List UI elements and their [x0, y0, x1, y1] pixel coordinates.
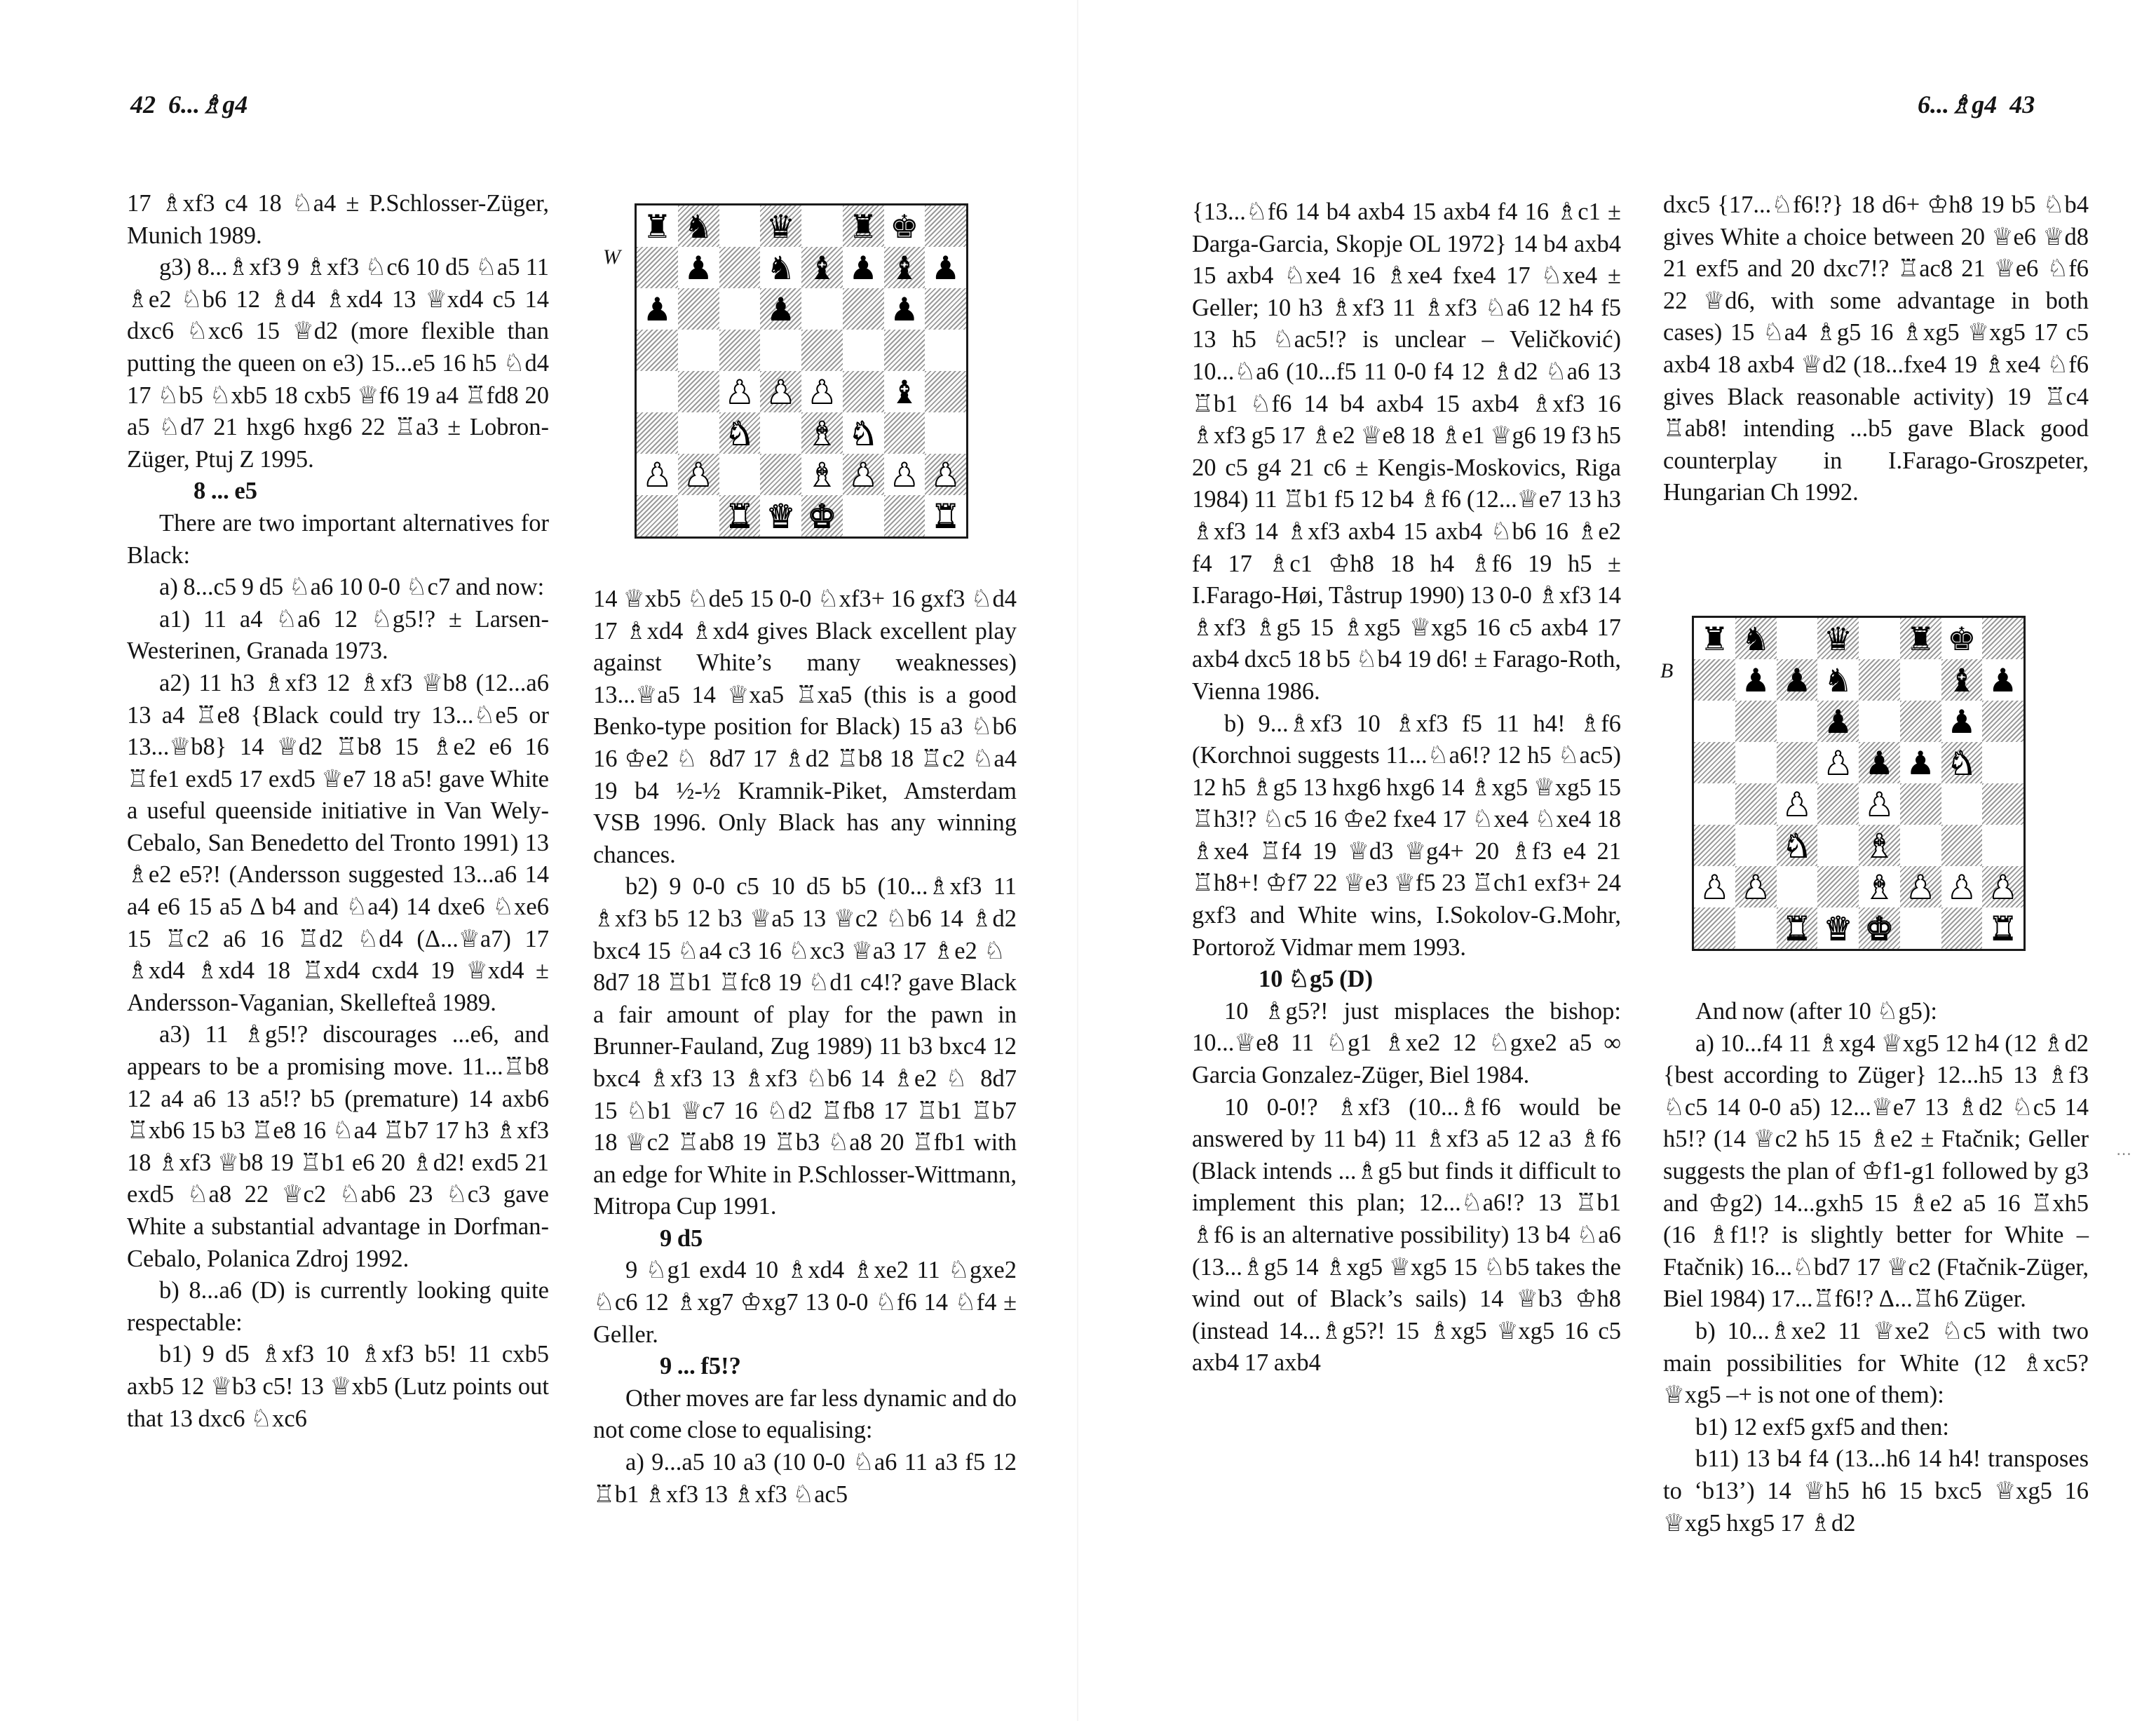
board-square: [637, 495, 678, 536]
board-square: [884, 247, 926, 288]
board-square: [678, 454, 719, 495]
white-pawn-icon: ♟: [1700, 868, 1729, 906]
paragraph: a1) 11 a4 ♘a6 12 ♘g5!? ± Larsen-Westerinen, Granada 1973.: [127, 605, 549, 665]
black-bishop-icon: ♝: [890, 248, 919, 287]
white-rook-icon: ♜: [1782, 909, 1812, 947]
board-square: [843, 205, 884, 247]
board-square: [925, 288, 966, 330]
board-square: [1982, 701, 2023, 742]
black-knight-icon: ♞: [684, 207, 713, 245]
board-square: [843, 495, 884, 536]
board-square: [719, 330, 761, 371]
board-square: [1859, 659, 1900, 701]
board-square: [1694, 825, 1735, 866]
white-pawn-icon: ♟: [807, 372, 836, 411]
board-square: [678, 412, 719, 454]
board-square: [884, 371, 926, 412]
board-square: [925, 247, 966, 288]
black-pawn-icon: ♟: [766, 290, 796, 328]
board-square: [884, 205, 926, 247]
board-square: [801, 247, 843, 288]
board-square: [1859, 866, 1900, 907]
text-column-4-top: [1663, 189, 2089, 509]
board-square: [1694, 783, 1735, 825]
white-pawn-icon: ♟: [1906, 868, 1935, 906]
board-square: [678, 205, 719, 247]
white-bishop-icon: ♝: [807, 455, 836, 494]
board-square: [1777, 783, 1818, 825]
board-square: [1900, 742, 1941, 783]
paragraph: There are two important alternatives for Black:: [127, 509, 549, 569]
board-square: [884, 495, 926, 536]
board-square: [719, 495, 761, 536]
board-square: [719, 412, 761, 454]
paragraph: 10 0-0!? ♗xf3 (10...♗f6 would be answered by 11 b4) 11 ♗xf3 a5 12 a3 ♗f6 (Black intends ...♗g5 but finds it difficult to implement this plan; 12...♘a6!? 13 ♖b1 ♗f6 is an alternative possibility) 13 b4 ♘a6 (13...♗g5 14 ♗xg5 ♕xg5 15 ♘b5 takes the wind out of Black’s sails) 14 ♕b3 ♔h8 (instead 14...♗g5?! 15 ♗xg5 ♕xg5 16 c5 axb4 17 axb4: [1192, 1093, 1621, 1377]
board-square: [1817, 742, 1859, 783]
board-square: [1941, 866, 1983, 907]
board-square: [719, 288, 761, 330]
white-queen-icon: ♛: [1824, 909, 1853, 947]
board-square: [637, 247, 678, 288]
white-king-icon: ♚: [1864, 909, 1894, 947]
side-to-move: B: [1660, 659, 1674, 682]
board-square: [801, 454, 843, 495]
black-bishop-icon: ♝: [890, 372, 919, 411]
board-square: [925, 371, 966, 412]
black-pawn-icon: ♟: [931, 248, 961, 287]
board-square: [1859, 907, 1900, 949]
white-king-icon: ♚: [807, 497, 836, 535]
paragraph: 9 ♘g1 exd4 10 ♗xd4 ♗xe2 11 ♘gxe2 ♘c6 12 ♗xg7 ♔xg7 13 0-0 ♘f6 14 ♘f4 ± Geller.: [593, 1257, 1017, 1348]
board-square: [1982, 618, 2023, 659]
board-square: [760, 371, 801, 412]
board-square: [1777, 618, 1818, 659]
white-pawn-icon: ♟: [1741, 868, 1770, 906]
board-square: [1777, 907, 1818, 949]
board-square: [1982, 659, 2023, 701]
black-rook-icon: ♜: [642, 207, 672, 245]
board-square: [801, 412, 843, 454]
chess-diagram-1: [635, 203, 968, 539]
paragraph: b2) 9 0-0 c5 10 d5 b5 (10...♗xf3 11 ♗xf3 b5 12 b3 ♕a5 13 ♕c2 ♘b6 14 ♗d2 bxc4 15 ♘a4 c3 16 ♘xc3 ♕a3 17 ♗e2 ♘ 8d7 18 ♖b1 ♖fc8 19 ♘d1 c4!? gave Black a fair amount of play for the pawn in Brunner-Fauland, Zug 1989) 11 b3 bxc4 12 bxc4 ♗xf3 13 ♗xf3 ♘b6 14 ♗e2 ♘ 8d7 15 ♘b1 ♕c7 16 ♘d2 ♖fb8 17 ♖b1 ♖b7 18 ♕c2 ♖ab8 19 ♖b3 ♘a8 20 ♖fb1 with an edge for White in P.Schlosser-Wittmann, Mitropa Cup 1991.: [593, 873, 1017, 1220]
board-square: [843, 247, 884, 288]
board-square: [637, 412, 678, 454]
board-square: [760, 454, 801, 495]
paragraph: g3) 8...♗xf3 9 ♗xf3 ♘c6 10 d5 ♘a5 11 ♗e2 ♘b6 12 ♗d4 ♗xd4 13 ♕xd4 c5 14 dxc6 ♘xc6 15 ♕d2 (more flexible than putting the queen on e3) 15...e5 16 h5 ♘d4 17 ♘b5 ♘xb5 18 cxb5 ♕f6 19 a4 ♖fd8 20 a5 ♘d7 21 hxg6 hxg6 22 ♖a3 ± Lobron-Züger, Ptuj Z 1995.: [127, 254, 549, 473]
paragraph: Other moves are far less dynamic and do not come close to equalising:: [593, 1384, 1017, 1444]
board-square: [1694, 742, 1735, 783]
paragraph: a2) 11 h3 ♗xf3 12 ♗xf3 ♕b8 (12...a6 13 a4 ♖e8 {Black could try 13...♘e5 or 13...♕b8} 14 ♕d2 ♖b8 15 ♗e2 e6 16 ♖fe1 exd5 17 exd5 ♕e7 18 a5! gave White a useful queenside initiative in Van Wely-Cebalo, San Benedetto del Tronto 1991) 13 ♗e2 e5?! (Andersson suggested 13...a6 14 a4 e6 15 a5 Δ b4 and ♘a4) 14 dxe6 ♘xe6 15 ♖c2 a6 16 ♖d2 ♘d4 (Δ...♕a7) 17 ♗xd4 ♗xd4 18 ♖xd4 cxd4 19 ♕xd4 ± Andersson-Vaganian, Skellefteå 1989.: [127, 669, 549, 1016]
text-column-4-bottom: [1663, 996, 2089, 1539]
white-bishop-icon: ♝: [1864, 826, 1894, 865]
paragraph: 17 ♗xf3 c4 18 ♘a4 ± P.Schlosser-Züger, Munich 1989.: [127, 190, 549, 249]
board-square: [1900, 866, 1941, 907]
board-square: [1859, 825, 1900, 866]
black-queen-icon: ♛: [766, 207, 796, 245]
white-pawn-icon: ♟: [684, 455, 713, 494]
board-square: [1817, 866, 1859, 907]
white-pawn-icon: ♟: [1824, 743, 1853, 782]
right-running-header: [1918, 90, 2035, 119]
paragraph: 14 ♕xb5 ♘de5 15 0-0 ♘xf3+ 16 gxf3 ♘d4 17 ♗xd4 ♗xd4 gives Black excellent play against White’s many weaknesses) 13...♕a5 14 ♕xa5 ♖xa5 (this is a good Benko-type position for Black) 15 a3 ♘b6 16 ♔e2 ♘ 8d7 17 ♗d2 ♖b8 18 ♖c2 ♘a4 19 b4 ½-½ Kramnik-Piket, Amsterdam VSB 1996. Only Black has any winning chances.: [593, 586, 1017, 868]
white-pawn-icon: ♟: [1782, 785, 1812, 823]
black-pawn-icon: ♟: [1824, 702, 1853, 741]
white-knight-icon: ♞: [725, 414, 754, 452]
board-square: [925, 330, 966, 371]
white-knight-icon: ♞: [1782, 826, 1812, 865]
black-pawn-icon: ♟: [684, 248, 713, 287]
white-pawn-icon: ♟: [931, 455, 961, 494]
white-pawn-icon: ♟: [848, 455, 878, 494]
running-title: 6...♗g4: [168, 90, 248, 119]
paragraph: b) 10...♗xe2 11 ♕xe2 ♘c5 with two main possibilities for White (12 ♗xc5? ♕xg5 –+ is not one of them):: [1663, 1317, 2089, 1409]
paragraph: b11) 13 b4 f4 (13...h6 14 h4! transposes to ‘b13’) 14 ♕h5 h6 15 bxc5 ♕xg5 16 ♕xg5 hxg5 17 ♗d2: [1663, 1445, 2089, 1537]
board-square: [719, 205, 761, 247]
board-square: [1735, 701, 1777, 742]
paragraph: 10 ♗g5?! just misplaces the bishop: 10...♕e8 11 ♘g1 ♗xe2 12 ♘gxe2 a5 ∞ Garcia Gonzalez-Züger, Biel 1984.: [1192, 997, 1621, 1089]
board-square: [1817, 783, 1859, 825]
black-rook-icon: ♜: [848, 207, 878, 245]
board-square: [843, 330, 884, 371]
board-square: [1900, 825, 1941, 866]
board-square: [1777, 701, 1818, 742]
board-square: [801, 205, 843, 247]
white-knight-icon: ♞: [1947, 743, 1977, 782]
board-square: [637, 454, 678, 495]
paragraph: a) 10...f4 11 ♗xg4 ♕xg5 12 h4 (12 ♗d2 {best according to Züger} 12...h5 13 ♗f3 ♘c5 14 0-0 a5) 12...♕e7 13 ♗d2 ♘c5 14 h5!? (14 ♕c2 h5 15 ♗e2 ± Ftačnik; Geller suggests the plan of ♔f1-g1 followed by g3 and ♔g2) 14...gxh5 15 ♗e2 a5 16 ♖xh5 (16 ♗f1!? is slightly better for White – Ftačnik) 16...♘bd7 17 ♕c2 (Ftačnik-Züger, Biel 1984) 17...♖f6!? Δ...♖h6 Züger.: [1663, 1030, 2089, 1313]
board-square: [884, 330, 926, 371]
board-square: [760, 205, 801, 247]
white-rook-icon: ♜: [931, 497, 961, 535]
white-queen-icon: ♛: [766, 497, 796, 535]
board-square: [760, 412, 801, 454]
board-square: [760, 495, 801, 536]
left-running-header: [130, 90, 248, 119]
black-knight-icon: ♞: [766, 248, 796, 287]
white-pawn-icon: ♟: [725, 372, 754, 411]
board-square: [1982, 783, 2023, 825]
board-square: [1941, 659, 1983, 701]
paragraph: a) 9...a5 10 a3 (10 0-0 ♘a6 11 a3 f5 12 ♖b1 ♗xf3 13 ♗xf3 ♘ac5: [593, 1449, 1017, 1508]
main-move: 8 ... e5: [194, 478, 257, 505]
black-king-icon: ♚: [1947, 619, 1977, 658]
board-square: [1735, 618, 1777, 659]
board-square: [1982, 742, 2023, 783]
board-square: [637, 371, 678, 412]
main-move: 9 ... f5!?: [660, 1353, 741, 1380]
board-square: [1982, 907, 2023, 949]
paragraph: And now (after 10 ♘g5):: [1695, 998, 1938, 1025]
black-pawn-icon: ♟: [1864, 743, 1894, 782]
page-number: 43: [2009, 90, 2035, 119]
board-square: [1900, 618, 1941, 659]
board-square: [637, 330, 678, 371]
board-square: [843, 288, 884, 330]
board-square: [1817, 659, 1859, 701]
black-pawn-icon: ♟: [848, 248, 878, 287]
white-pawn-icon: ♟: [1988, 868, 2018, 906]
black-queen-icon: ♛: [1824, 619, 1853, 658]
board-square: [884, 288, 926, 330]
board-square: [1694, 907, 1735, 949]
board-square: [1694, 701, 1735, 742]
right-page: [1078, 0, 2156, 1721]
text-column-2: [593, 583, 1017, 1511]
board-square: [1777, 825, 1818, 866]
white-knight-icon: ♞: [848, 414, 878, 452]
page-number: 42: [130, 90, 156, 119]
paragraph: b1) 12 exf5 gxf5 and then:: [1695, 1413, 1949, 1440]
paragraph: {13...♘f6 14 b4 axb4 15 axb4 f4 16 ♗c1 ± Darga-Garcia, Skopje OL 1972} 14 b4 axb4 15 axb4 ♘xe4 16 ♗xe4 fxe4 17 ♘xe4 ± Geller; 10 h3 ♗xf3 11 ♗xf3 ♘a6 12 h4 f5 13 h5 ♘ac5!? is unclear – Veličković) 10...♘a6 (10...f5 11 0-0 f4 12 ♗d2 ♘a6 13 ♖b1 ♘f6 14 b4 axb4 15 axb4 ♗xf3 16 ♗xf3 g5 17 ♗e2 ♕e8 18 ♗e1 ♕g6 19 f3 h5 20 c5 g4 21 c6 ± Kengis-Moskovics, Riga 1984) 11 ♖b1 f5 12 b4 ♗f6 (12...♕e7 13 h3 ♗xf3 14 ♗xf3 axb4 15 axb4 ♘b6 16 ♗e2 f4 17 ♗c1 ♔h8 18 h4 ♗f6 19 h5 ± I.Farago-Høi, Tåstrup 1990) 13 0-0 ♗xf3 14 ♗xf3 ♗g5 15 ♗xg5 ♕xg5 16 c5 axb4 17 axb4 dxc5 18 b5 ♘b4 19 d6! ± Farago-Roth, Vienna 1986.: [1192, 198, 1621, 705]
black-rook-icon: ♜: [1906, 619, 1935, 658]
board-square: [1859, 618, 1900, 659]
board-square: [1941, 742, 1983, 783]
white-bishop-icon: ♝: [807, 414, 836, 452]
board-square: [719, 371, 761, 412]
board-square: [1941, 783, 1983, 825]
board-square: [1735, 907, 1777, 949]
stray-margin-mark: ․․․: [2116, 1142, 2132, 1159]
black-pawn-icon: ♟: [1988, 661, 2018, 699]
board-square: [1694, 866, 1735, 907]
white-bishop-icon: ♝: [1864, 868, 1894, 906]
board-square: [1859, 742, 1900, 783]
board-square: [1777, 742, 1818, 783]
board-square: [1900, 659, 1941, 701]
board-square: [637, 205, 678, 247]
board-square: [801, 495, 843, 536]
board-square: [1859, 701, 1900, 742]
board-square: [1735, 825, 1777, 866]
board-square: [1941, 618, 1983, 659]
board-square: [1777, 659, 1818, 701]
board-square: [925, 454, 966, 495]
board-square: [760, 247, 801, 288]
board-square: [1817, 825, 1859, 866]
black-knight-icon: ♞: [1741, 619, 1770, 658]
board-square: [801, 371, 843, 412]
board-square: [843, 371, 884, 412]
board-square: [760, 330, 801, 371]
black-pawn-icon: ♟: [1947, 702, 1977, 741]
paragraph: b) 8...a6 (D) is currently looking quite respectable:: [127, 1277, 549, 1336]
board-square: [1735, 866, 1777, 907]
board-square: [1817, 907, 1859, 949]
board-square: [925, 495, 966, 536]
board-square: [678, 495, 719, 536]
white-rook-icon: ♜: [725, 497, 754, 535]
black-pawn-icon: ♟: [1906, 743, 1935, 782]
black-knight-icon: ♞: [1824, 661, 1853, 699]
black-rook-icon: ♜: [1700, 619, 1729, 658]
main-move: 10 ♘g5 (D): [1259, 966, 1374, 993]
board-square: [1735, 783, 1777, 825]
board-square: [1941, 825, 1983, 866]
board-square: [1735, 742, 1777, 783]
board-square: [884, 454, 926, 495]
black-pawn-icon: ♟: [642, 290, 672, 328]
black-bishop-icon: ♝: [1947, 661, 1977, 699]
board-square: [1817, 618, 1859, 659]
paragraph: b) 9...♗xf3 10 ♗xf3 f5 11 h4! ♗f6 (Korchnoi suggests 11...♘a6!? 12 h5 ♘ac5) 12 h5 ♗g5 13 hxg6 hxg6 14 ♗xg5 ♕xg5 15 ♖h3!? ♘c5 16 ♔e2 fxe4 17 ♘xe4 ♘xe4 18 ♗xe4 ♖f4 19 ♕d3 ♕g4+ 20 ♗f3 e4 21 ♖h8+! ♔f7 22 ♕e3 ♕f5 23 ♖ch1 exf3+ 24 gxf3 and White wins, I.Sokolov-G.Mohr, Portorož Vidmar mem 1993.: [1192, 710, 1621, 961]
white-pawn-icon: ♟: [1864, 785, 1894, 823]
board-square: [843, 412, 884, 454]
white-pawn-icon: ♟: [890, 455, 919, 494]
paragraph: a) 8...c5 9 d5 ♘a6 10 0-0 ♘c7 and now:: [159, 574, 545, 601]
board-square: [1900, 701, 1941, 742]
board-square: [678, 288, 719, 330]
paragraph: dxc5 {17...♘f6!?} 18 d6+ ♔h8 19 b5 ♘b4 gives White a choice between 20 ♕e6 ♕d8 21 exf5 and 20 dxc7!? ♖ac8 21 ♕e6 ♘f6 22 ♕d6, with some advantage in both cases) 15 ♘a4 ♗g5 16 ♗xg5 ♕xg5 17 c5 axb4 18 axb4 ♕d2 (18...fxe4 19 ♗xe4 ♘f6 gives Black reasonable activity) 19 ♖c4 ♖ab8! intending ...b5 gave Black good counterplay in I.Farago-Groszpeter, Hungarian Ch 1992.: [1663, 191, 2089, 506]
paragraph: a3) 11 ♗g5!? discourages ...e6, and appears to be a promising move. 11...♖b8 12 a4 a6 13 a5!? b5 (premature) 14 axb6 ♖xb6 15 b3 ♖e8 16 ♘a4 ♖b7 17 h3 ♗xf3 18 ♗xf3 ♕b8 19 ♖b1 e6 20 ♗d2! exd5 21 exd5 ♘a8 22 ♕c2 ♘ab6 23 ♘c3 gave White a substantial advantage in Dorfman-Cebalo, Polanica Zdroj 1992.: [127, 1021, 549, 1272]
board-square: [678, 371, 719, 412]
board-square: [719, 454, 761, 495]
board-square: [1982, 866, 2023, 907]
board-square: [1900, 907, 1941, 949]
white-pawn-icon: ♟: [766, 372, 796, 411]
running-title: 6...♗g4: [1918, 90, 1998, 119]
board-square: [1941, 907, 1983, 949]
board-square: [925, 412, 966, 454]
text-column-3: [1192, 196, 1621, 1379]
board-square: [1694, 659, 1735, 701]
board-square: [1982, 825, 2023, 866]
board-square: [678, 247, 719, 288]
board-square: [843, 454, 884, 495]
board-square: [760, 288, 801, 330]
board-square: [719, 247, 761, 288]
white-pawn-icon: ♟: [642, 455, 672, 494]
text-column-1: [127, 188, 549, 1435]
board-square: [801, 330, 843, 371]
board-square: [678, 330, 719, 371]
board-square: [1941, 701, 1983, 742]
board-square: [1694, 618, 1735, 659]
board-square: [925, 205, 966, 247]
board-square: [1735, 659, 1777, 701]
chess-diagram-2: [1692, 616, 2026, 951]
main-move: 9 d5: [660, 1224, 703, 1252]
white-pawn-icon: ♟: [1947, 868, 1977, 906]
black-pawn-icon: ♟: [890, 290, 919, 328]
white-rook-icon: ♜: [1988, 909, 2018, 947]
black-bishop-icon: ♝: [807, 248, 836, 287]
board-square: [884, 412, 926, 454]
board-square: [1900, 783, 1941, 825]
board-square: [1859, 783, 1900, 825]
paragraph: b1) 9 d5 ♗xf3 10 ♗xf3 b5! 11 cxb5 axb5 12 ♕b3 c5! 13 ♕xb5 (Lutz points out that 13 dxc6 ♘xc6: [127, 1341, 549, 1432]
board-square: [1777, 866, 1818, 907]
black-king-icon: ♚: [890, 207, 919, 245]
black-pawn-icon: ♟: [1782, 661, 1812, 699]
board-square: [1817, 701, 1859, 742]
side-to-move: W: [603, 245, 621, 269]
board-square: [801, 288, 843, 330]
black-pawn-icon: ♟: [1741, 661, 1770, 699]
board-square: [637, 288, 678, 330]
